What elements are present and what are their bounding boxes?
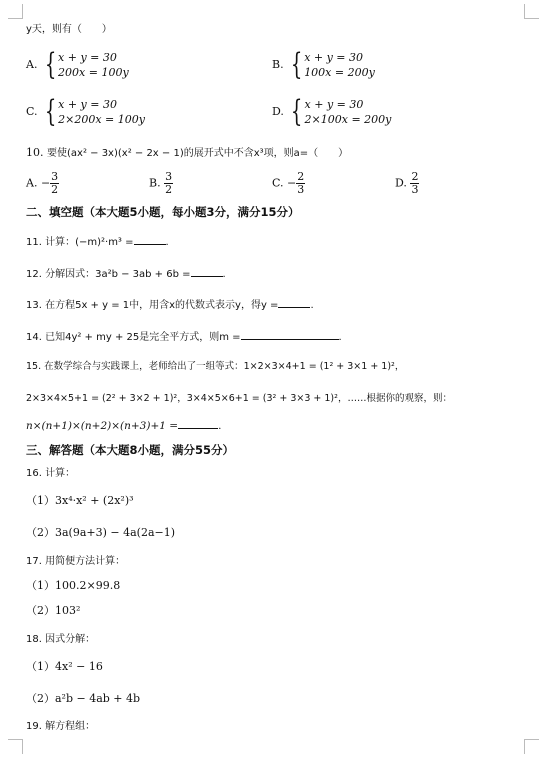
q9-tail: y天，则有（ ）: [26, 24, 112, 35]
q17-part-1: （1）100.2×99.8: [26, 579, 121, 592]
q14-answer-blank[interactable]: [241, 329, 339, 340]
q13-answer-blank[interactable]: [278, 297, 310, 308]
q10-option-d[interactable]: D. $\frac{2}{3}$: [395, 170, 419, 196]
q13: 13. 在方程5x + y = 1中，用含x的代数式表示y，得y = .: [26, 297, 314, 313]
q15-line-2: 2×3×4×5+1 = (2² + 3×2 + 1)²，3×4×5×6+1 = (3² + 3×3 + 1)²，……根据你的观察，则：: [26, 393, 452, 404]
q18-part-1: （1）4x² − 16: [26, 660, 103, 673]
q10-option-a[interactable]: A. − $\frac{3}{2}$: [26, 170, 59, 196]
section-3-heading: 三、解答题（本大题8小题，满分55分）: [26, 443, 235, 457]
crop-mark-top-right: [524, 4, 539, 19]
crop-mark-bottom-right: [524, 739, 539, 754]
q15-line-1: 15. 在数学综合与实践课上，老师给出了一组等式：1×2×3×4+1 = (1² + 3×1 + 1)²，: [26, 361, 405, 372]
q16-stem: 16. 计算：: [26, 468, 76, 479]
q12-answer-blank[interactable]: [191, 266, 223, 277]
q10-stem: 10. 要使(ax² − 3x)(x² − 2x − 1)的展开式中不含x³项，则a=（ ）: [26, 146, 349, 159]
q11-answer-blank[interactable]: [134, 234, 166, 245]
q9-option-d[interactable]: D. { x + y = 30 2×100x = 200y: [272, 94, 392, 129]
crop-mark-top-left: [8, 4, 23, 19]
q10-option-c[interactable]: C. − $\frac{2}{3}$: [272, 170, 305, 196]
q16-part-2: （2）3a(9a+3) − 4a(2a−1): [26, 526, 176, 539]
q15-line-3: n×(n+1)×(n+2)×(n+3)+1 = .: [26, 420, 222, 432]
q15-answer-blank[interactable]: [178, 418, 218, 429]
q18-stem: 18. 因式分解：: [26, 634, 96, 645]
crop-mark-bottom-left: [8, 739, 23, 754]
section-2-heading: 二、填空题（本大题5小题，每小题3分，满分15分）: [26, 205, 300, 219]
q14: 14. 已知4y² + my + 25是完全平方式，则m = .: [26, 329, 342, 345]
q11: 11. 计算：(−m)²·m³ = .: [26, 234, 169, 250]
q19-stem: 19. 解方程组：: [26, 721, 96, 732]
q16-part-1: （1）3x⁴·x² + (2x²)³: [26, 494, 134, 507]
q9-option-b[interactable]: B. { x + y = 30 100x = 200y: [272, 47, 375, 82]
q9-option-c[interactable]: C. { x + y = 30 2×200x = 100y: [26, 94, 145, 129]
q17-stem: 17. 用简便方法计算：: [26, 556, 126, 567]
q10-option-b[interactable]: B. $\frac{3}{2}$: [149, 170, 173, 196]
q17-part-2: （2）103²: [26, 604, 81, 617]
q18-part-2: （2）a²b − 4ab + 4b: [26, 692, 141, 705]
q9-option-a[interactable]: A. { x + y = 30 200x = 100y: [26, 47, 129, 82]
q12: 12. 分解因式：3a²b − 3ab + 6b = .: [26, 266, 226, 282]
